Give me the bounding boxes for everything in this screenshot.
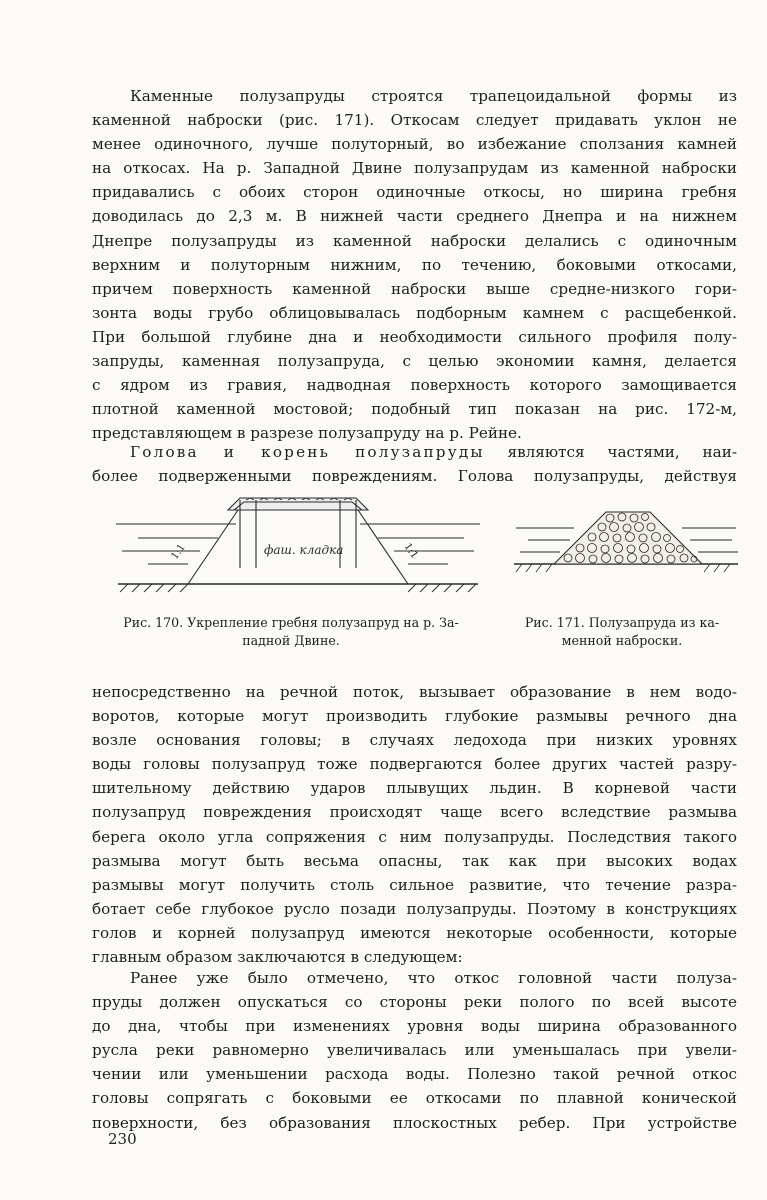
text-line: головы сопрягать с боковыми ее откосами по плавной конической bbox=[92, 1089, 737, 1108]
paragraph-stone-groynes bbox=[92, 84, 737, 445]
text-line: на откосах. На р. Западной Двине полузапрудам из каменной наброски bbox=[92, 159, 737, 178]
text-line: воды головы полузапруд тоже подвергаются более других частей разру- bbox=[92, 755, 737, 774]
text-line: с ядром из гравия, надводная поверхность которого замощивается bbox=[92, 376, 737, 395]
text-line: доводилась до 2,3 м. В нижней части среднего Днепра и на нижнем bbox=[92, 207, 737, 226]
text-line: размывы могут получить столь сильное развитие, что течение разра- bbox=[92, 875, 737, 894]
text-line: представляющем в разрезе полузапруду на р. Рейне. bbox=[92, 424, 522, 443]
text-line: более подверженными повреждениям. Голова полузапруды, действуя bbox=[92, 467, 737, 486]
figure-170-caption bbox=[86, 614, 496, 650]
text-line: зонта воды грубо облицовывалась подборным камнем с расщебенкой. bbox=[92, 303, 737, 322]
caption-line: падной Двине. bbox=[242, 633, 340, 648]
text-line: шительному действию ударов плывущих льдин. В корневой части bbox=[92, 779, 737, 798]
text-line: каменной наброски (рис. 171). Откосам следует придавать уклон не bbox=[92, 111, 737, 130]
figure-171-drawing bbox=[510, 504, 742, 580]
text-line: Каменные полузапруды строятся трапецоидальной формы из bbox=[130, 87, 737, 105]
text-line: непосредственно на речной поток, вызывает образование в нем водо- bbox=[92, 683, 737, 701]
spaced-heading-phrase: Голова и корень полузапруды bbox=[130, 443, 485, 461]
text-line: русла реки равномерно увеличивалась или уменьшалась при увели- bbox=[92, 1041, 737, 1060]
text-line: пруды должен опускаться со стороны реки полого по всей высоте bbox=[92, 993, 737, 1012]
text-line: запруды, каменная полузапруда, с целью экономии камня, делается bbox=[92, 352, 737, 371]
text-line: главным образом заключаются в следующем: bbox=[92, 948, 463, 967]
text-line: голов и корней полузапруд имеются некоторые особенности, которые bbox=[92, 923, 737, 942]
text-line: верхним и полуторным нижним, по течению, боковыми откосами, bbox=[92, 255, 737, 274]
text-line: плотной каменной мостовой; подобный тип показан на рис. 172-м, bbox=[92, 400, 737, 419]
text-line: поверхности, без образования плоскостных ребер. При устройстве bbox=[92, 1113, 737, 1132]
text-line: воротов, которые могут производить глубокие размывы речного дна bbox=[92, 707, 737, 726]
text-line: размыва могут быть весьма опасны, так как при высоких водах bbox=[92, 851, 737, 870]
caption-line: менной наброски. bbox=[561, 633, 683, 648]
text-line: полузапруд повреждения происходят чаще всего вследствие размыва bbox=[92, 803, 737, 822]
text-fragment: являются частями, наи- bbox=[484, 443, 737, 461]
figure-171-caption bbox=[500, 614, 744, 650]
figure-170-inner-label: фаш. кладка bbox=[264, 543, 344, 557]
caption-line: Рис. 170. Укрепление гребня полузапруд на р. За- bbox=[123, 615, 459, 630]
paragraph-head-damage bbox=[92, 680, 737, 969]
text-line: менее одиночного, лучше полуторный, во избежание сползания камней bbox=[92, 135, 737, 154]
text-line: ботает себе глубокое русло позади полузапруды. Поэтому в конструкциях bbox=[92, 899, 737, 918]
text-line: причем поверхность каменной наброски выше средне-низкого гори- bbox=[92, 279, 737, 298]
text-line bbox=[92, 440, 737, 464]
text-line: Днепре полузапруды из каменной наброски делались с одиночным bbox=[92, 231, 737, 250]
paragraph-head-slope bbox=[92, 966, 737, 1135]
page-number: 230 bbox=[108, 1130, 137, 1148]
text-line: чении или уменьшении расхода воды. Полезно такой речной откос bbox=[92, 1065, 737, 1084]
text-line: придавались с обоих сторон одиночные откосы, но ширина гребня bbox=[92, 183, 737, 202]
paragraph-head-and-root bbox=[92, 440, 737, 488]
text-line: до дна, чтобы при изменениях уровня воды ширина образованного bbox=[92, 1017, 737, 1036]
figure-170-slope-label-left: 1:1 bbox=[169, 542, 188, 562]
figure-170-slope-label-right: 1:1 bbox=[401, 541, 420, 561]
figure-170-drawing bbox=[108, 488, 488, 600]
text-line: возле основания головы; в случаях ледохода при низких уровнях bbox=[92, 731, 737, 750]
text-line: При большой глубине дна и необходимости сильного профиля полу- bbox=[92, 327, 737, 346]
text-line: Ранее уже было отмечено, что откос головной части полуза- bbox=[130, 969, 737, 987]
caption-line: Рис. 171. Полузапруда из ка- bbox=[524, 615, 720, 630]
text-line: берега около угла сопряжения с ним полузапруды. Последствия такого bbox=[92, 827, 737, 846]
